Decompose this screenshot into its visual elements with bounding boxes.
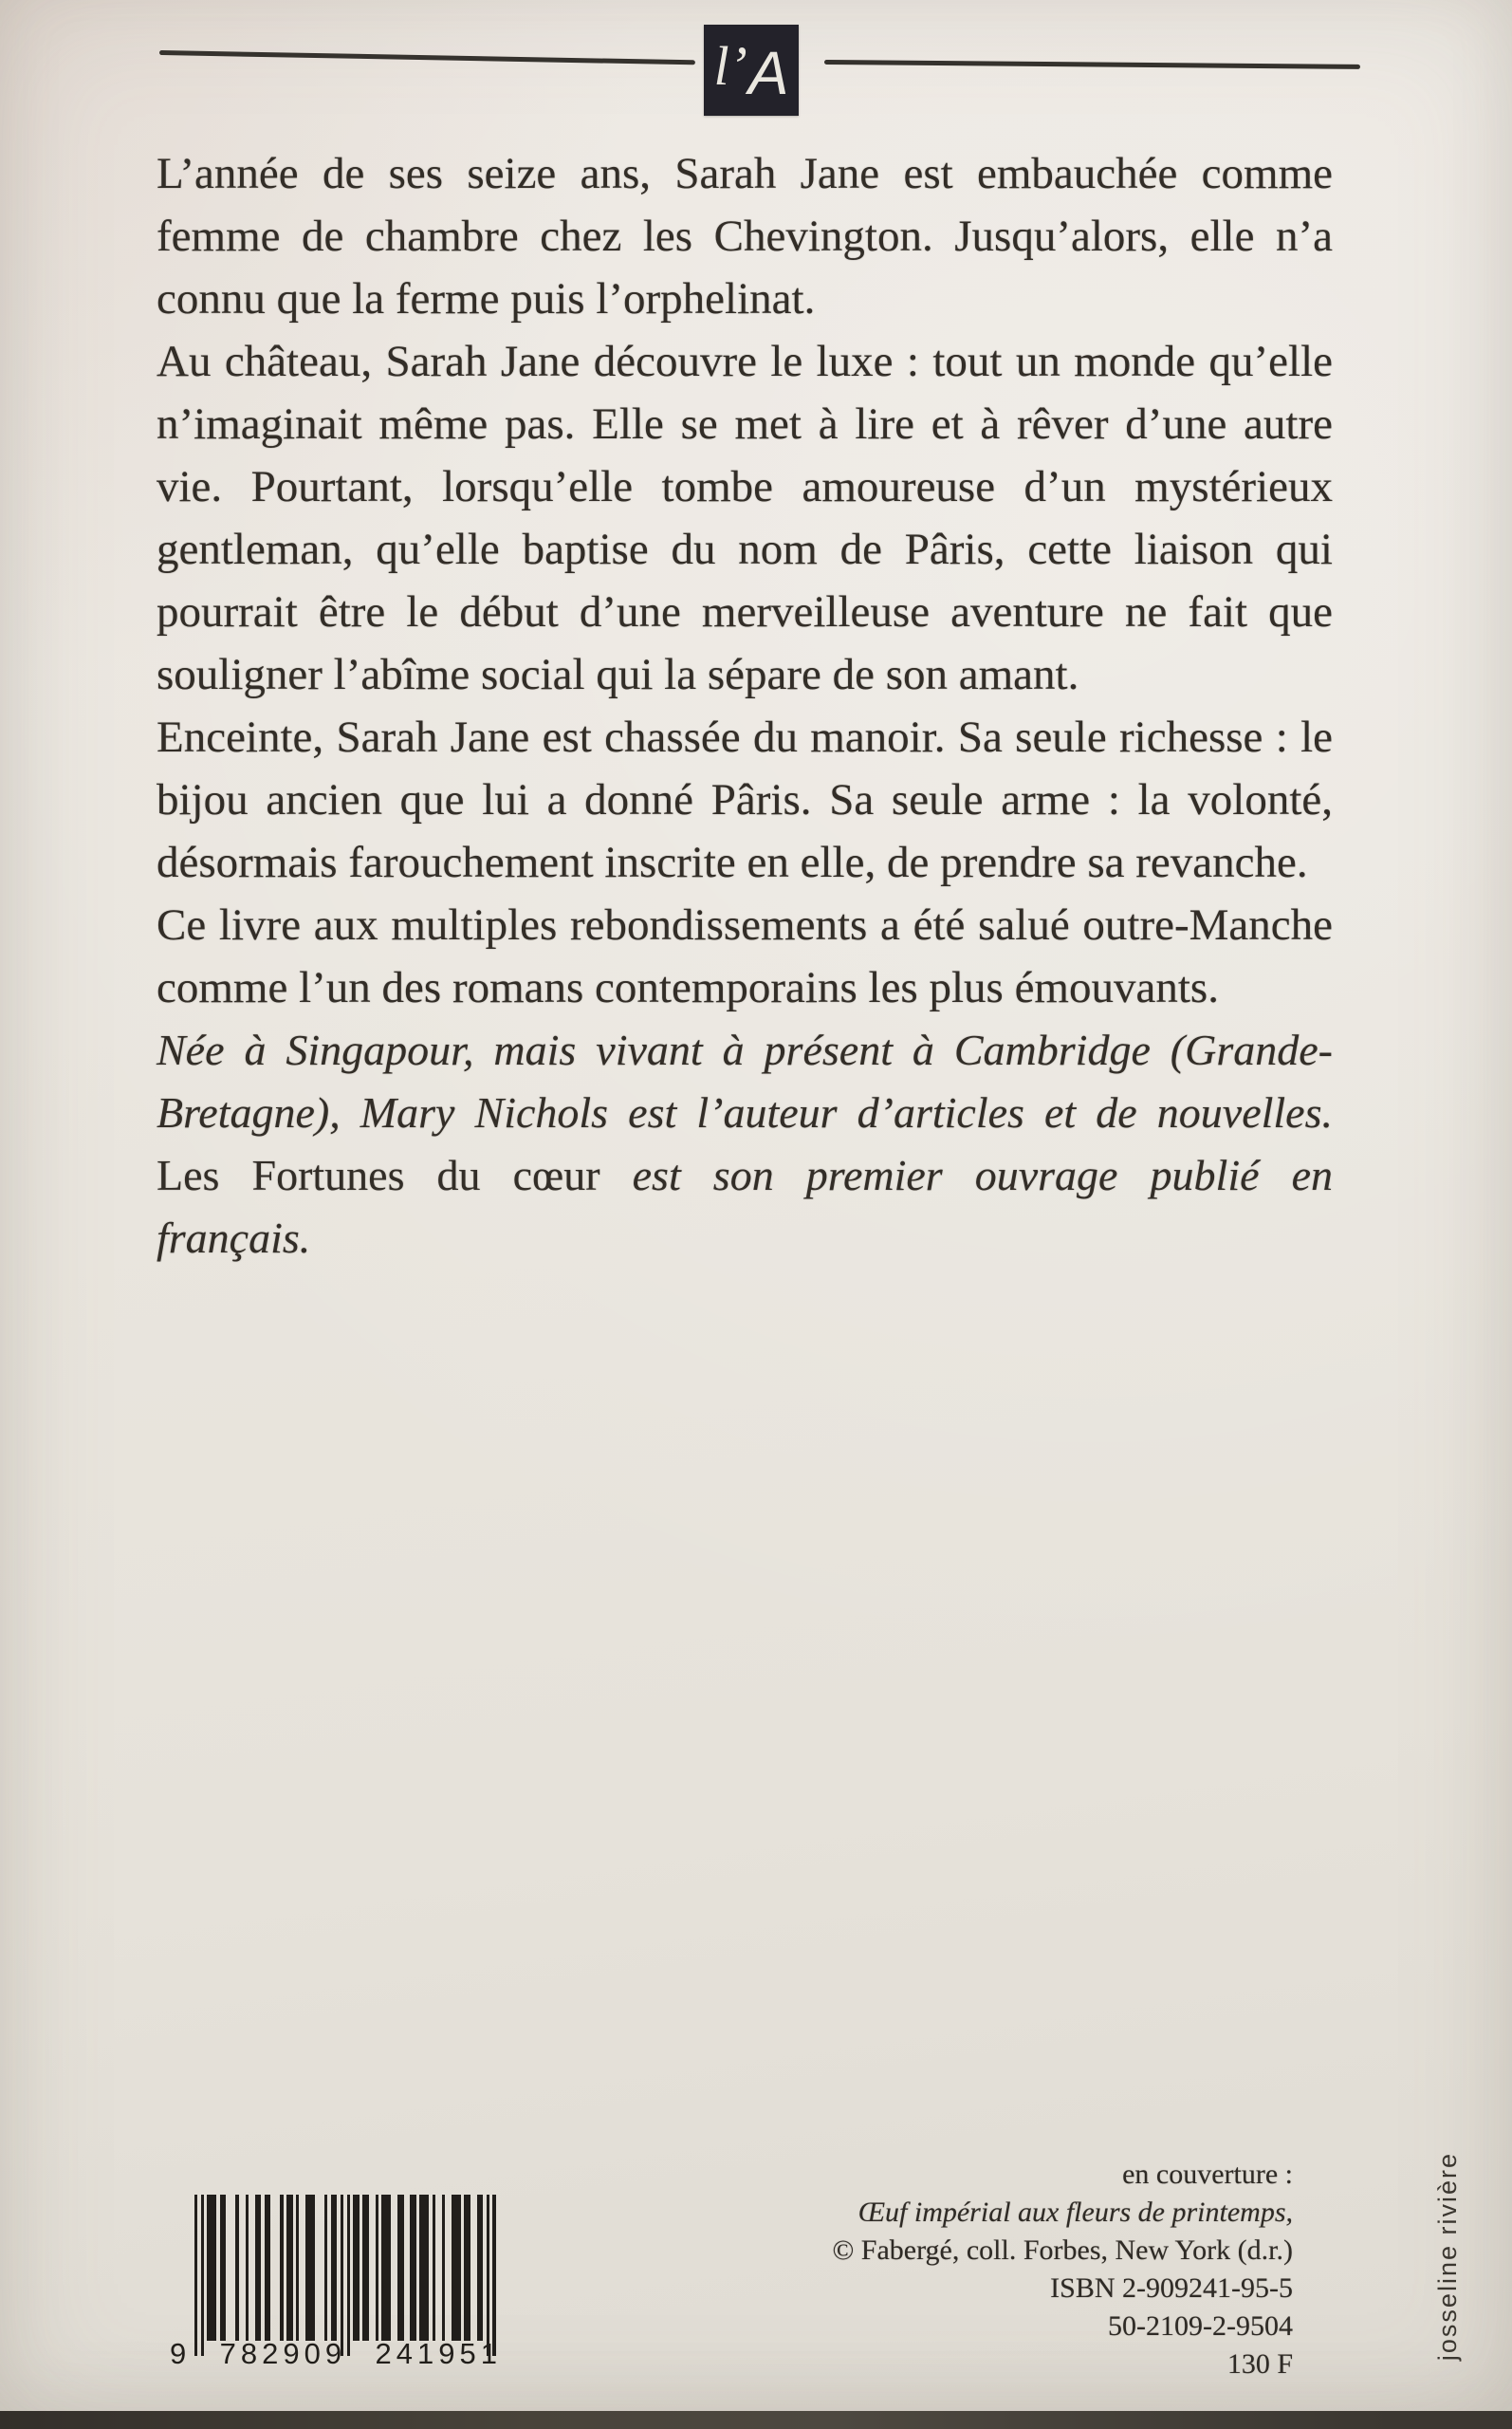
blurb-line: n’imaginait même pas. Elle se met à lire et à rêver d’une autre — [157, 399, 1333, 449]
blurb-paragraph-1 — [157, 142, 1333, 330]
barcode — [170, 2195, 502, 2370]
author-bio-line: Née à Singapour, mais vivant à présent à Cambridge (Grande- — [157, 1026, 1333, 1074]
barcode-digit-group: 241951 — [375, 2337, 502, 2370]
designer-credit: josseline rivière — [1433, 2151, 1462, 2361]
author-bio-line: Bretagne), Mary Nichols est l’auteur d’articles et de nouvelles. — [157, 1088, 1333, 1137]
blurb-line: pourrait être le début d’une merveilleuse aventure ne fait que — [157, 587, 1333, 637]
barcode-digit-group: 782909 — [219, 2337, 347, 2370]
isbn: ISBN 2-909241-95-5 — [1050, 2272, 1293, 2304]
author-bio — [157, 1019, 1333, 1270]
cover-copyright: © Fabergé, coll. Forbes, New York (d.r.) — [832, 2234, 1293, 2266]
blurb-line: Ce livre aux multiples rebondissements a été salué outre-Manche — [157, 900, 1333, 950]
blurb-paragraph-2 — [157, 330, 1333, 706]
back-cover-blurb — [157, 142, 1333, 1270]
blurb-line: Enceinte, Sarah Jane est chassée du manoir. Sa seule richesse : le — [157, 713, 1333, 762]
blurb-line: bijou ancien que lui a donné Pâris. Sa seule arme : la volonté, — [157, 775, 1333, 825]
blurb-line: vie. Pourtant, lorsqu’elle tombe amoureuse d’un mystérieux — [157, 462, 1333, 511]
edition-ref: 50-2109-2-9504 — [1108, 2310, 1293, 2342]
blurb-paragraph-3 — [157, 706, 1333, 894]
photo-edge-strip — [0, 2411, 1512, 2429]
masthead-rule-right — [824, 60, 1360, 69]
publisher-logo-text-l: l’ — [713, 34, 747, 97]
publisher-logo-text-a: A — [747, 39, 789, 107]
blurb-line: L’année de ses seize ans, Sarah Jane est embauchée comme — [157, 149, 1333, 198]
barcode-bars — [194, 2195, 497, 2358]
blurb-line: Au château, Sarah Jane découvre le luxe : tout un monde qu’elle — [157, 337, 1333, 386]
barcode-digit-left: 9 — [170, 2337, 192, 2370]
masthead-rule-left — [159, 50, 695, 65]
author-bio-line — [157, 1144, 1333, 1207]
colophon — [610, 2156, 1293, 2383]
cover-caption-label: en couverture : — [1122, 2159, 1293, 2190]
blurb-line: connu que la ferme puis l’orphelinat. — [157, 274, 816, 324]
blurb-paragraph-4 — [157, 894, 1333, 1019]
blurb-line: gentleman, qu’elle baptise du nom de Pâris, cette liaison qui — [157, 525, 1333, 574]
blurb-line: souligner l’abîme social qui la sépare de son amant. — [157, 650, 1079, 699]
publisher-logo — [704, 25, 799, 116]
barcode-digits — [170, 2337, 502, 2371]
blurb-line: femme de chambre chez les Chevington. Jusqu’alors, elle n’a — [157, 212, 1333, 261]
price: 130 F — [1226, 2348, 1293, 2380]
author-bio-line-rest: est son premier ouvrage publié en — [599, 1151, 1333, 1199]
author-bio-line: français. — [157, 1214, 311, 1262]
blurb-line: désormais farouchement inscrite en elle, de prendre sa revanche. — [157, 838, 1308, 887]
blurb-line: comme l’un des romans contemporains les plus émouvants. — [157, 963, 1219, 1012]
book-title: Les Fortunes du cœur — [157, 1151, 600, 1199]
cover-artwork-title: Œuf impérial aux fleurs de printemps, — [857, 2197, 1293, 2228]
